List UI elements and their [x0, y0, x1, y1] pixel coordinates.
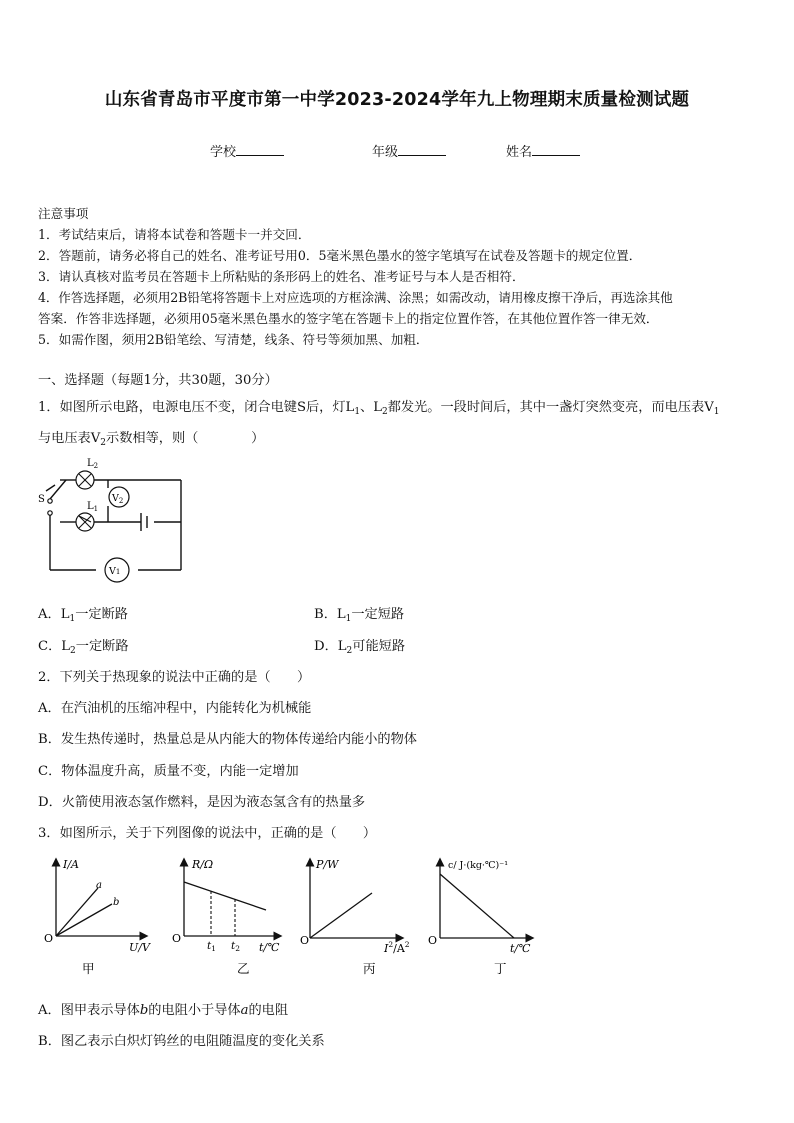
- q2-stem: 2．下列关于热现象的说法中正确的是（ ）: [38, 670, 311, 685]
- notice-item: 3．请认真核对监考员在答题卡上所粘贴的条形码上的姓名、准考证号与本人是否相符．: [38, 269, 525, 284]
- l1-label: $L_1$: [87, 501, 99, 513]
- jia-caption: 甲: [82, 961, 95, 976]
- notice-item: 4．作答选择题，必须用2B铅笔将答题卡上对应选项的方框涂满、涂黑；如需改动，请用橡皮擦干净后，再选涂其他: [38, 290, 673, 305]
- grade-blank[interactable]: [398, 142, 446, 156]
- yi-ylabel: R/Ω: [192, 858, 214, 871]
- switch-label: S: [38, 494, 45, 505]
- l2-label: $L_2$: [87, 458, 99, 470]
- q2-option-b[interactable]: B．发生热传递时，热量总是从内能大的物体传递给内能小的物体: [38, 732, 417, 747]
- jia-xlabel: U/V: [129, 941, 150, 954]
- ding-origin: O: [428, 934, 438, 947]
- q2-option-a[interactable]: A．在汽油机的压缩冲程中，内能转化为机械能: [38, 701, 312, 716]
- yi-t2: t2: [231, 940, 241, 953]
- q2-option-d[interactable]: D．火箭使用液态氢作燃料，是因为液态氢含有的热量多: [38, 795, 366, 810]
- ding-ylabel: c/ J·(kg·℃)⁻¹: [448, 860, 509, 871]
- section-heading: 一、选择题（每题1分，共30题，30分）: [38, 373, 278, 388]
- yi-origin: O: [172, 932, 182, 945]
- yi-t1: t1: [207, 940, 217, 953]
- jia-line-b: b: [113, 897, 120, 908]
- school-field[interactable]: [210, 141, 284, 160]
- notice-heading: 注意事项: [38, 206, 89, 221]
- bing-ylabel: P/W: [316, 858, 339, 871]
- bing-origin: O: [300, 934, 310, 947]
- jia-origin: O: [44, 932, 54, 945]
- grade-label: 年级: [372, 145, 399, 160]
- yi-caption: 乙: [237, 961, 250, 976]
- school-blank[interactable]: [236, 142, 284, 156]
- q1-stem-line2: 与电压表$V_2$示数相等，则（ ）: [38, 431, 265, 448]
- q1-option-d[interactable]: D．$L_2$可能短路: [314, 639, 406, 656]
- yi-xlabel: t/℃: [259, 941, 280, 954]
- graph-yi: [170, 852, 300, 980]
- jia-line-a: a: [96, 880, 102, 891]
- graph-ding: [426, 852, 556, 980]
- q1-option-b[interactable]: B．$L_1$一定短路: [314, 607, 405, 624]
- name-field[interactable]: [506, 141, 580, 160]
- q1-stem-line1: 1．如图所示电路，电源电压不变，闭合电键S后，灯$L_1$、$L_2$都发光。一段时间后，其中一盏灯突然变亮，而电压表$V_1$: [38, 400, 720, 417]
- q3-option-b[interactable]: B．图乙表示白炽灯钨丝的电阻随温度的变化关系: [38, 1034, 325, 1049]
- q3-stem: 3．如图所示，关于下列图像的说法中，正确的是（ ）: [38, 826, 377, 841]
- name-label: 姓名: [506, 145, 533, 160]
- q3-option-a[interactable]: A．图甲表示导体b的电阻小于导体a的电阻: [38, 1003, 289, 1018]
- page-title: 山东省青岛市平度市第一中学2023-2024学年九上物理期末质量检测试题: [104, 90, 690, 110]
- jia-ylabel: I/A: [63, 858, 79, 871]
- grade-field[interactable]: [372, 141, 446, 160]
- ding-caption: 丁: [494, 961, 507, 976]
- q2-option-c[interactable]: C．物体温度升高，质量不变，内能一定增加: [38, 764, 299, 779]
- notice-item: 答案．作答非选择题，必须用05毫米黑色墨水的签字笔在答题卡上的指定位置作答，在其他位置作答一律无效．: [38, 311, 659, 326]
- graph-jia: [36, 852, 166, 980]
- notice-item: 2．答题前，请务必将自己的姓名、准考证号用0．5毫米黑色墨水的签字笔填写在试卷及答题卡的规定位置．: [38, 248, 642, 263]
- notice-item: 1．考试结束后，请将本试卷和答题卡一并交回．: [38, 227, 311, 242]
- v2-label: $V_2$: [112, 493, 124, 505]
- school-label: 学校: [210, 145, 237, 160]
- v1-label: V1: [109, 566, 121, 577]
- q1-circuit-figure: [36, 455, 196, 585]
- bing-caption: 丙: [363, 961, 376, 976]
- bing-xlabel: $I^2/A^2$: [384, 940, 410, 955]
- notice-item: 5．如需作图，须用2B铅笔绘、写清楚，线条、符号等须加黑、加粗．: [38, 332, 429, 347]
- name-blank[interactable]: [532, 142, 580, 156]
- graph-bing: [300, 852, 430, 980]
- q1-option-a[interactable]: A．$L_1$一定断路: [38, 607, 128, 624]
- ding-xlabel: t/℃: [510, 942, 531, 955]
- q1-option-c[interactable]: C．$L_2$一定断路: [38, 639, 129, 656]
